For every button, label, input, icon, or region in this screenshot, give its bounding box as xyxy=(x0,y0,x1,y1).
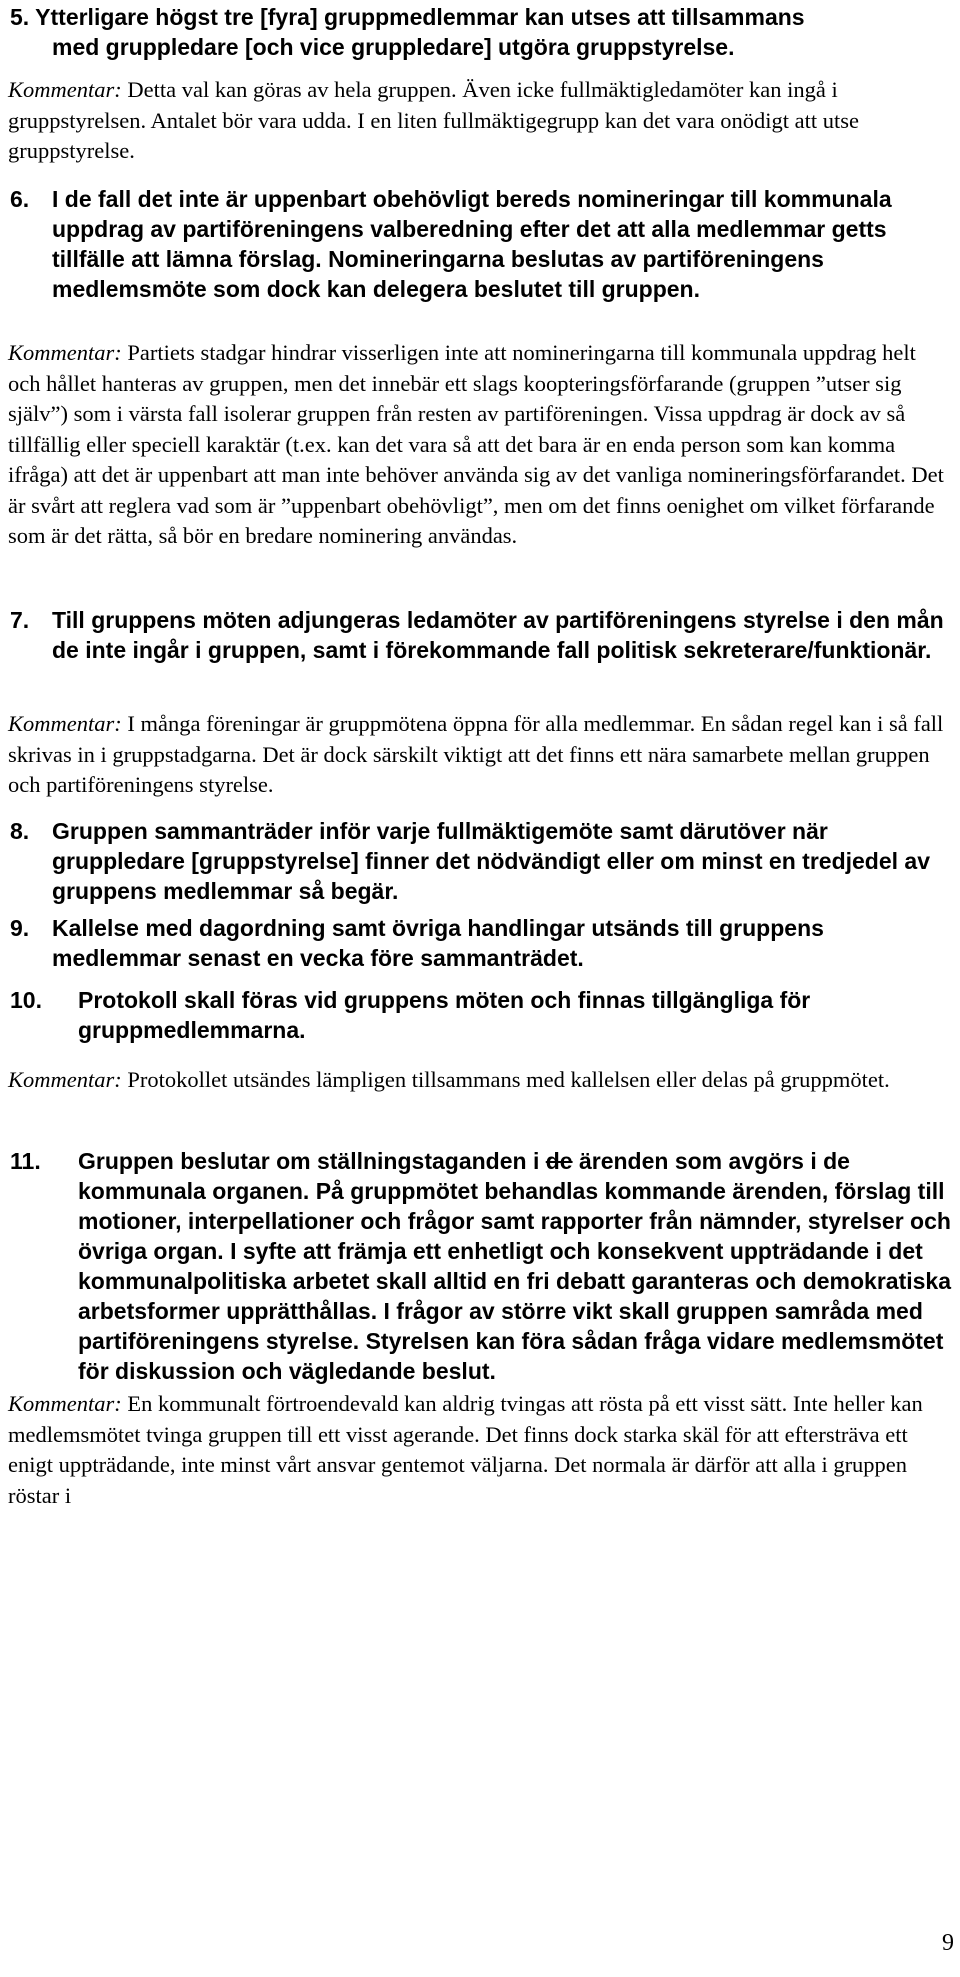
section-5-comment xyxy=(8,75,953,167)
section-10-comment xyxy=(8,1065,953,1096)
comment-label: Kommentar: xyxy=(8,1067,122,1092)
page-number: 9 xyxy=(942,1930,954,1956)
comment-label: Kommentar: xyxy=(8,711,122,736)
section-11-heading-before: Gruppen beslutar om ställningstaganden i xyxy=(78,1148,540,1174)
section-5-heading-line1: 5. Ytterligare högst tre [fyra] gruppmedlemmar kan utses att tillsammans xyxy=(10,4,805,30)
section-6-number: 6. xyxy=(10,186,30,212)
section-6-comment xyxy=(8,338,953,552)
struck-text: de xyxy=(545,1148,573,1174)
section-11-heading xyxy=(10,1146,955,1386)
section-7-comment xyxy=(8,709,953,801)
comment-text: Partiets stadgar hindrar visserligen inte att nomineringarna till kommunala uppdrag helt och hållet hanteras av gruppen, men det innebär ett slags koopteringsförfarande (gruppen ”utser sig själv”) som i värsta fall isolerar gruppen från resten av partiföreningen. Vissa uppdrag är dock av så tillfällig eller speciell karaktär (t.ex. kan det vara så att det bara är en enda person som kan komma ifråga) att det är uppenbart att man inte behöver använda sig av det vanliga nomineringsförfarandet. Det är svårt att reglera vad som är ”uppenbart obehövligt”, men om det finns oenighet om vilket förfarande som är det rätta, så bör en bredare nominering användas. xyxy=(8,340,944,548)
section-8-heading-text: Gruppen sammanträder inför varje fullmäktigemöte samt därutöver när gruppledare [gruppstyrelse] finner det nödvändigt eller om minst en tredjedel av gruppens medlemmar så begär. xyxy=(52,818,930,904)
section-7-heading-text: Till gruppens möten adjungeras ledamöter av partiföreningens styrelse i den mån de inte ingår i gruppen, samt i förekommande fall politisk sekreterare/funktionär. xyxy=(52,607,944,663)
comment-text: Protokollet utsändes lämpligen tillsammans med kallelsen eller delas på gruppmötet. xyxy=(127,1067,890,1092)
section-5-heading-line2: med gruppledare [och vice gruppledare] utgöra gruppstyrelse. xyxy=(52,34,735,60)
comment-text: En kommunalt förtroendevald kan aldrig tvingas att rösta på ett visst sätt. Inte heller kan medlemsmötet tvinga gruppen till ett visst agerande. Det finns dock starka skäl för att eftersträva ett enigt uppträdande, inte minst vårt ansvar gentemot väljarna. Det normala är därför att alla i gruppen röstar i xyxy=(8,1391,923,1508)
section-7-number: 7. xyxy=(10,607,30,633)
section-6-heading-text: I de fall det inte är uppenbart obehövligt bereds nomineringar till kommunala uppdrag av partiföreningens valberedning efter det att alla medlemmar getts tillfälle att lämna förslag. Nomineringarna beslutas av partiföreningens medlemsmöte som dock kan delegera beslutet till gruppen. xyxy=(52,186,892,302)
section-9-number: 9. xyxy=(10,915,30,941)
section-11-heading-text xyxy=(78,1146,955,1386)
section-9-heading xyxy=(10,913,955,973)
section-11-number: 11. xyxy=(10,1148,41,1174)
section-11-heading-after: ärenden som avgörs i de kommunala organen. På gruppmötet behandlas kommande ärenden, förslag till motioner, interpellationer och frågor samt rapporter från nämnder, styrelser och övriga organ. I syfte att främja ett enhetligt och konsekvent uppträdande i det kommunalpolitiska arbetet skall alltid en fri debatt garanteras och demokratiska arbetsformer upprätthållas. I frågor av större vikt skall gruppen samråda med partiföreningens styrelse. Styrelsen kan föra sådan fråga vidare medlemsmötet för diskussion och vägledande beslut. xyxy=(78,1148,952,1384)
section-6-heading xyxy=(10,184,955,304)
comment-label: Kommentar: xyxy=(8,77,122,102)
section-8-number: 8. xyxy=(10,818,30,844)
section-10-heading xyxy=(10,985,955,1045)
comment-text: Detta val kan göras av hela gruppen. Även icke fullmäktigledamöter kan ingå i gruppstyrelsen. Antalet bör vara udda. I en liten fullmäktigegrupp kan det vara onödigt att utse gruppstyrelse. xyxy=(8,77,860,163)
section-10-heading-text: Protokoll skall föras vid gruppens möten och finnas tillgängliga för gruppmedlemmarna. xyxy=(78,987,811,1043)
section-5-heading xyxy=(10,2,955,62)
section-8-heading xyxy=(10,816,955,906)
comment-label: Kommentar: xyxy=(8,340,122,365)
comment-text: I många föreningar är gruppmötena öppna för alla medlemmar. En sådan regel kan i så fall skrivas in i gruppstadgarna. Det är dock särskilt viktigt att det finns ett nära samarbete mellan gruppen och partiföreningens styrelse. xyxy=(8,711,944,797)
comment-label: Kommentar: xyxy=(8,1391,122,1416)
section-11-comment xyxy=(8,1389,953,1511)
section-9-heading-text: Kallelse med dagordning samt övriga handlingar utsänds till gruppens medlemmar senast en vecka före sammanträdet. xyxy=(52,915,824,971)
section-7-heading xyxy=(10,605,955,665)
section-10-number: 10. xyxy=(10,987,42,1013)
